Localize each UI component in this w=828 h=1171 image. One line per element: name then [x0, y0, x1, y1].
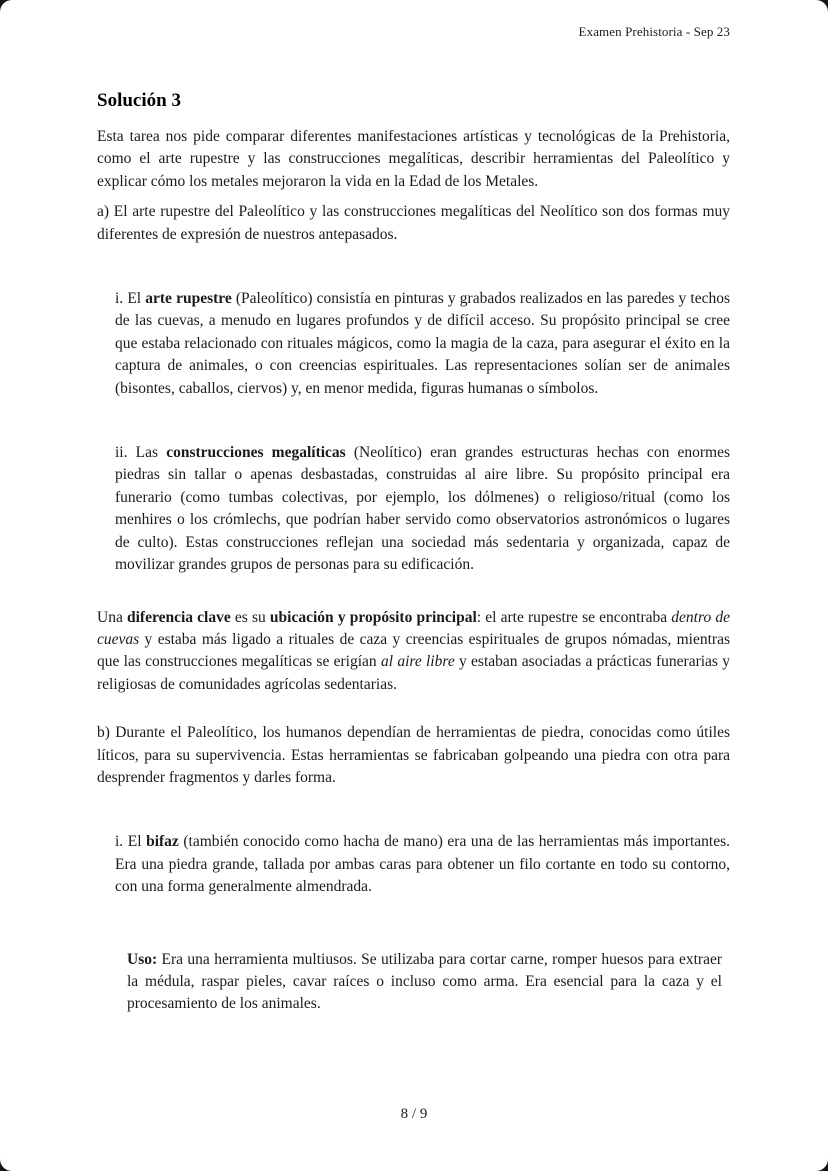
- paragraph: [97, 201, 730, 246]
- text-segment: ii. Las: [115, 444, 167, 462]
- text-segment: al aire libre: [380, 653, 455, 671]
- paragraph: [97, 288, 730, 400]
- paragraph: [97, 831, 730, 898]
- text-segment: Una: [97, 608, 127, 626]
- text-segment: i. El: [115, 290, 146, 308]
- text-segment: diferencia clave: [127, 608, 231, 626]
- document-body: [97, 126, 730, 1016]
- text-segment: Uso:: [127, 950, 158, 968]
- text-segment: a) El arte rupestre del Paleolítico y las construcciones megalíticas del Neolítico son dos formas muy diferentes de expresión de nuestros antepasados.: [97, 203, 730, 243]
- page-number: 8 / 9: [400, 1106, 428, 1122]
- text-segment: (Neolítico) eran grandes estructuras hechas con enormes piedras sin tallar o apenas desbastadas, construidas al aire libre. Su propósito principal era funerario (como tumbas colectivas, por ejemplo, los dólmenes) o religioso/ritual (como los menhires o los crómlechs, que podrían haber servido como observatorios astronómicos o lugares de culto). Estas construcciones reflejan una sociedad más sedentaria y organizada, capaz de movilizar grandes grupos de personas para su edificación.: [115, 444, 730, 574]
- paragraph: [97, 722, 730, 789]
- text-segment: construcciones megalíticas: [166, 444, 346, 462]
- text-segment: bifaz: [146, 833, 179, 851]
- text-segment: dentro de cuevas: [97, 608, 730, 648]
- paragraph: [97, 442, 730, 576]
- paragraph: [97, 949, 730, 1016]
- text-segment: : el arte rupestre se encontraba: [476, 608, 672, 626]
- text-segment: y estaban asociadas a prácticas funerarias y religiosas de comunidades agrícolas sedentarias.: [97, 653, 730, 693]
- paragraph: [97, 607, 730, 697]
- paragraph: [97, 126, 730, 193]
- text-segment: Esta tarea nos pide comparar diferentes manifestaciones artísticas y tecnológicas de la Prehistoria, como el arte rupestre y las construcciones megalíticas, describir herramientas del Paleolítico y explicar cómo los metales mejoraron la vida en la Edad de los Metales.: [97, 128, 730, 190]
- text-segment: (Paleolítico) consistía en pinturas y grabados realizados en las paredes y techos de las cuevas, a menudo en lugares profundos y de difícil acceso. Su propósito principal se cree que estaba relacionado con rituales mágicos, como la magia de la caza, para asegurar el éxito en la captura de animales, o con creencias espirituales. Las representaciones solían ser de animales (bisontes, caballos, ciervos) y, en menor medida, figuras humanas o símbolos.: [115, 290, 730, 397]
- text-segment: (también conocido como hacha de mano) era una de las herramientas más importantes. Era una piedra grande, tallada por ambas caras para obtener un filo cortante en todo su contorno, con una forma generalmente almendrada.: [115, 833, 730, 896]
- text-segment: b) Durante el Paleolítico, los humanos dependían de herramientas de piedra, conocidas como útiles líticos, para su supervivencia. Estas herramientas se fabricaban golpeando una piedra con otra para desprender fragmentos y darles forma.: [97, 724, 730, 786]
- text-segment: es su: [230, 608, 270, 626]
- text-segment: ubicación y propósito principal: [269, 608, 477, 626]
- header-text: Examen Prehistoria - Sep 23: [578, 24, 730, 39]
- text-segment: y estaba más ligado a rituales de caza y creencias espirituales de grupos nómadas, mientras que las construcciones megalíticas se erigían: [97, 630, 730, 671]
- page-header: [97, 24, 730, 40]
- page-footer: [0, 1106, 828, 1123]
- text-segment: i. El: [115, 833, 147, 851]
- text-segment: Era una herramienta multiusos. Se utilizaba para cortar carne, romper huesos para extraer la médula, raspar pieles, cavar raíces o incluso como arma. Era esencial para la caza y el procesamiento de los animales.: [127, 950, 722, 1013]
- text-segment: arte rupestre: [145, 290, 232, 308]
- page-title: Solución 3: [97, 90, 181, 111]
